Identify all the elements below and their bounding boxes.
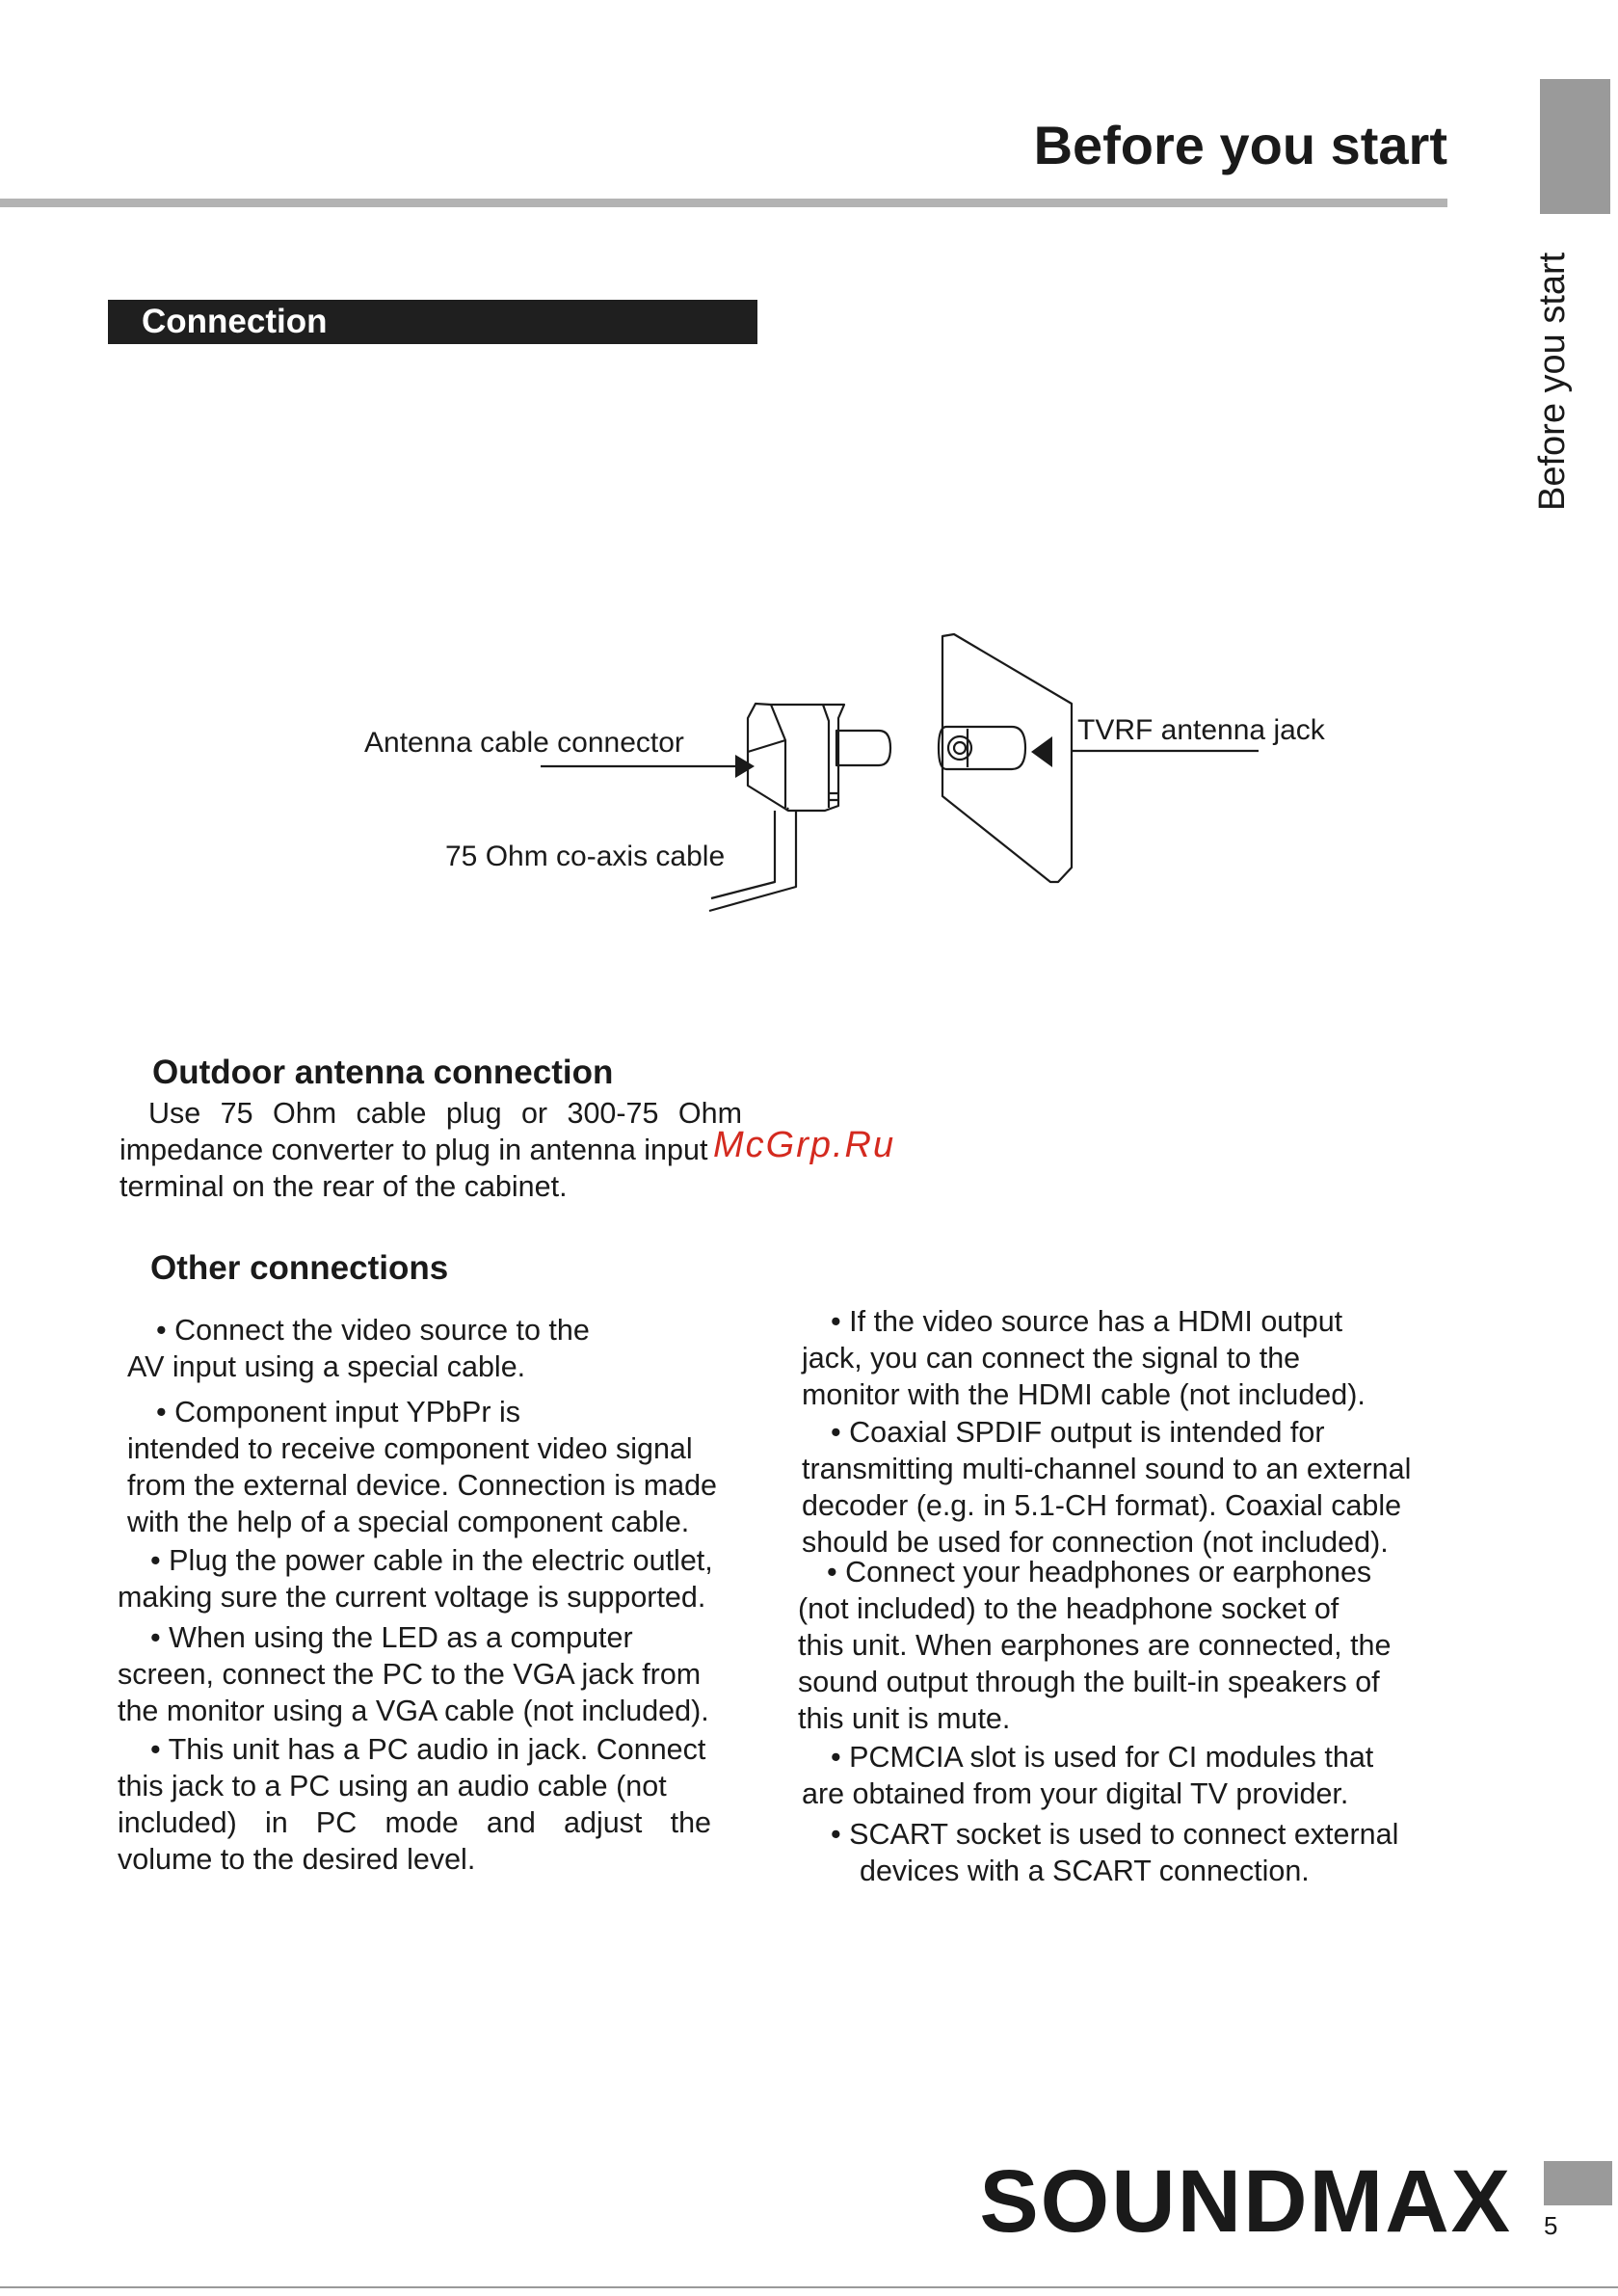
right-bullet-2 [802, 1414, 1411, 1561]
text-line: this unit. When earphones are connected, the [798, 1629, 1392, 1662]
text-line: are obtained from your digital TV provider. [802, 1777, 1349, 1810]
text-line: intended to receive component video signal [127, 1432, 693, 1465]
label-tvrf-antenna-jack: TVRF antenna jack [1077, 714, 1325, 746]
text-line: • Coaxial SPDIF output is intended for [831, 1416, 1325, 1449]
page-number: 5 [1544, 2211, 1558, 2240]
text-line: • When using the LED as a computer [150, 1621, 633, 1654]
text-line: included) in PC mode and adjust the [118, 1806, 711, 1839]
label-antenna-cable-connector: Antenna cable connector [364, 727, 684, 759]
text-line: devices with a SCART connection. [860, 1855, 1310, 1887]
outdoor-paragraph [119, 1095, 742, 1205]
page-number-block [1544, 2161, 1612, 2205]
text-line: should be used for connection (not included). [802, 1526, 1389, 1559]
other-heading: Other connections [150, 1249, 449, 1287]
text-line: • Connect your headphones or earphones [827, 1556, 1372, 1589]
text-line: monitor with the HDMI cable (not included). [802, 1378, 1366, 1411]
text-line: this jack to a PC using an audio cable (not [118, 1770, 667, 1802]
text-line: AV input using a special cable. [127, 1350, 526, 1383]
text-line: • If the video source has a HDMI output [831, 1305, 1343, 1338]
text-line: Use 75 Ohm cable plug or 300-75 Ohm [148, 1097, 742, 1130]
text-line: • Component input YPbPr is [156, 1396, 521, 1428]
left-bullet-4 [118, 1619, 709, 1729]
right-bullet-5 [831, 1816, 1398, 1889]
text-line: • PCMCIA slot is used for CI modules that [831, 1741, 1374, 1774]
side-tab-label: Before you start [1532, 252, 1573, 511]
text-line: from the external device. Connection is made [127, 1469, 718, 1502]
text-line: impedance converter to plug in antenna input [119, 1134, 708, 1166]
text-line: the monitor using a VGA cable (not included). [118, 1695, 709, 1727]
right-bullet-3 [798, 1554, 1391, 1737]
text-line: transmitting multi-channel sound to an external [802, 1453, 1412, 1485]
left-bullet-3 [118, 1542, 713, 1615]
section-title: Connection [142, 303, 328, 340]
text-line: sound output through the built-in speakers of [798, 1666, 1380, 1698]
jack-socket [939, 727, 1025, 769]
right-bullet-4 [802, 1739, 1373, 1812]
text-line: this unit is mute. [798, 1702, 1011, 1735]
text-line: • Plug the power cable in the electric outlet, [150, 1544, 713, 1577]
connector-plug-tip [836, 731, 890, 765]
page-title: Before you start [1033, 115, 1447, 175]
watermark-text: McGrp.Ru [713, 1125, 896, 1165]
bottom-rule [0, 2286, 1618, 2288]
label-coax-cable: 75 Ohm co-axis cable [445, 841, 726, 872]
text-line: decoder (e.g. in 5.1-CH format). Coaxial cable [802, 1489, 1402, 1522]
text-line: • SCART socket is used to connect external [831, 1818, 1399, 1851]
text-line: (not included) to the headphone socket of [798, 1592, 1339, 1625]
left-bullet-2 [127, 1394, 717, 1540]
left-bullet-1 [127, 1312, 590, 1385]
outdoor-heading: Outdoor antenna connection [152, 1054, 614, 1091]
text-line: volume to the desired level. [118, 1843, 476, 1876]
brand-logo: SOUNDMAX [979, 2152, 1512, 2251]
text-line: making sure the current voltage is supported. [118, 1581, 706, 1614]
text-line: • This unit has a PC audio in jack. Connect [150, 1733, 706, 1766]
left-bullet-5 [118, 1731, 711, 1878]
antenna-diagram [0, 0, 1618, 964]
text-line: jack, you can connect the signal to the [802, 1342, 1301, 1375]
text-line: • Connect the video source to the [156, 1314, 590, 1347]
text-line: screen, connect the PC to the VGA jack from [118, 1658, 702, 1691]
text-line: with the help of a special component cable. [127, 1506, 690, 1538]
right-bullet-1 [802, 1303, 1366, 1413]
jack-arrow [1031, 736, 1052, 767]
text-line: terminal on the rear of the cabinet. [119, 1170, 568, 1203]
connector-arrow [735, 755, 755, 778]
